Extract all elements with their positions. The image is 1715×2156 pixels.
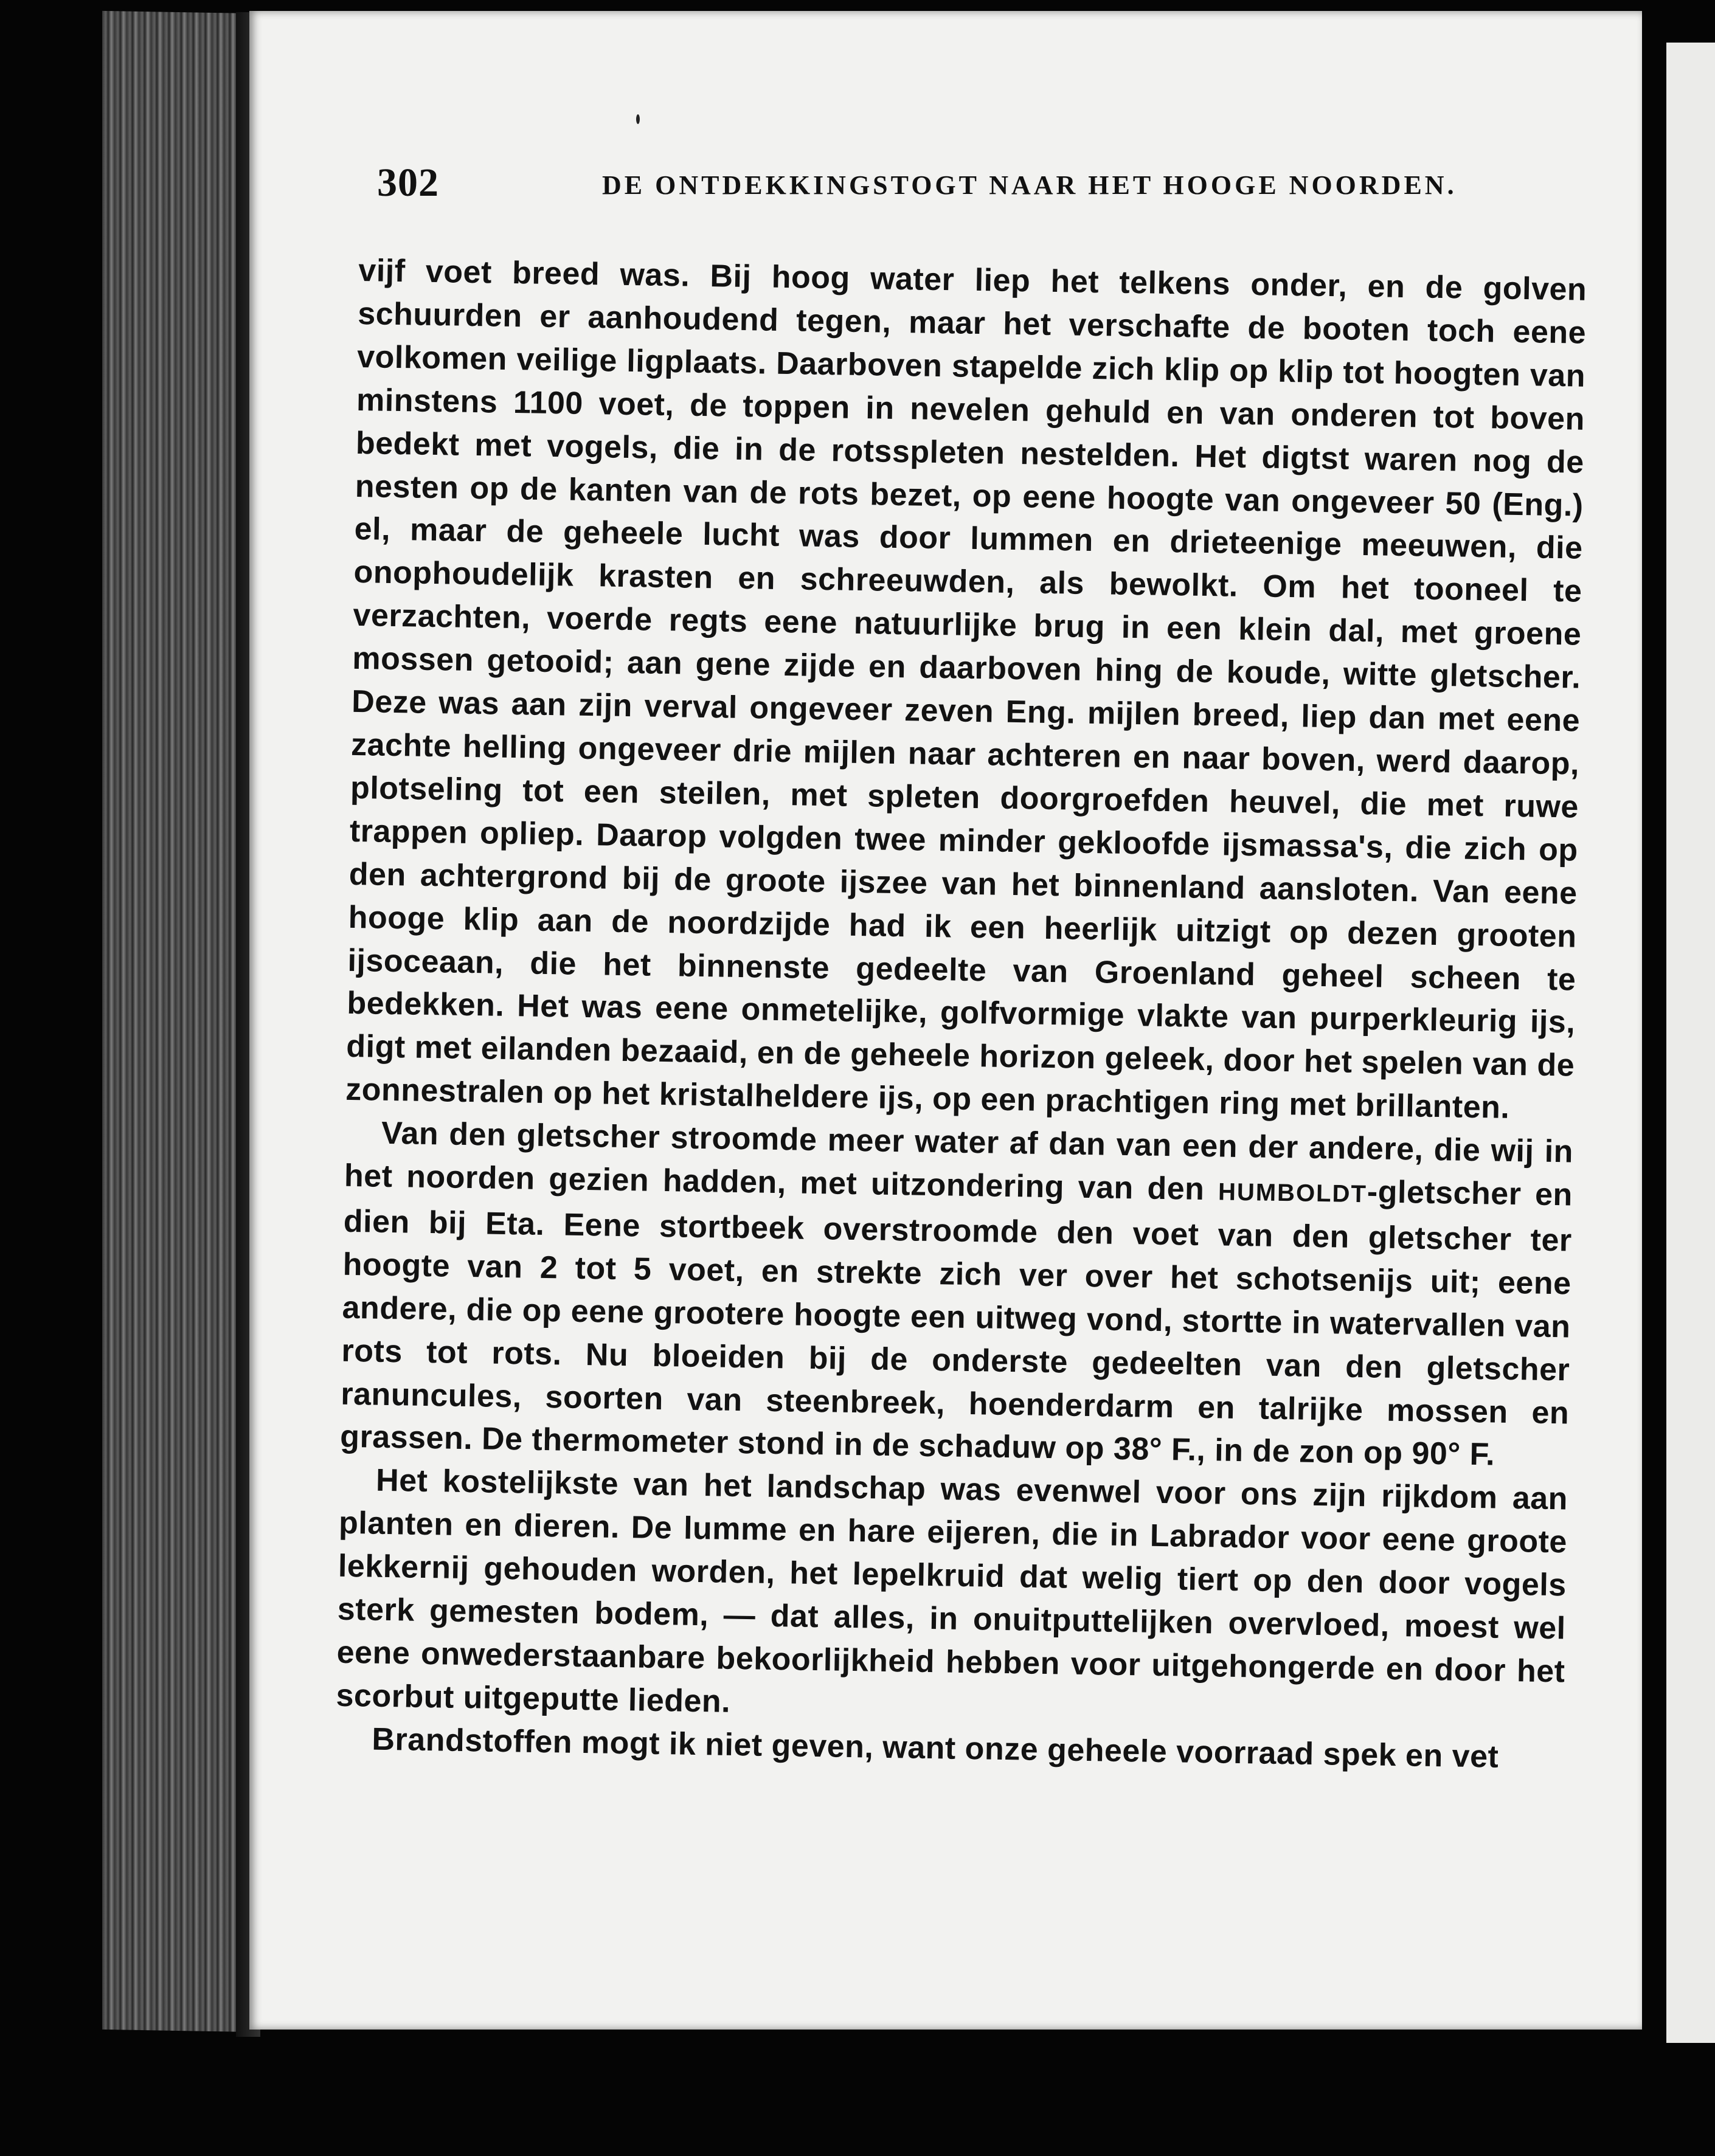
running-head	[377, 160, 1630, 215]
smallcaps-name: HUMBOLDT	[1218, 1178, 1368, 1208]
ink-speck	[636, 114, 640, 124]
paragraph-text: Brandstoffen mogt ik niet geven, want onze geheele voorraad spek en vet	[372, 1721, 1499, 1775]
paragraph	[345, 249, 1587, 1131]
body-text	[335, 249, 1587, 1780]
paragraph-text: Van den gletscher stroomde meer water af dan van een der andere, die wij in het noorden gezien hadden, met uitzondering van den	[344, 1115, 1574, 1208]
paragraph	[336, 1459, 1568, 1736]
paragraph	[340, 1111, 1574, 1478]
book-page-edge	[102, 11, 254, 2032]
page-number: 302	[377, 161, 439, 205]
running-head-title: DE ONTDEKKINGSTOGT NAAR HET HOOGE NOORDEN.	[602, 170, 1457, 200]
book-page	[249, 11, 1642, 2030]
paragraph-text: -gletscher en dien bij Eta. Eene stortbeek overstroomde den voet van den gletscher ter hoogte van 2 tot 5 voet, en strekte zich ver over het schotsenijs uit; eene andere, die op eene grootere hoogte een uitweg vond, stortte in watervallen van rots tot rots. Nu bloeiden bij de onderste gedeelten van den gletscher ranuncules, soorten van steenbreek, hoenderdarm en talrijke mossen en grassen. De thermometer stond in de schaduw op 38° F., in de zon op 90° F.	[339, 1174, 1573, 1473]
adjacent-page-edge	[1666, 43, 1715, 2043]
paragraph-text: vijf voet breed was. Bij hoog water liep het telkens onder, en de golven schuurden er aanhoudend tegen, maar het verschafte de booten toch eene volkomen veilige ligplaats. Daarboven stapelde zich klip op klip tot hoogten van minstens 1100 voet, de toppen in nevelen gehuld en van onderen tot boven bedekt met vogels, die in de rotsspleten nestelden. Het digtst waren nog de nesten op de kanten van de rots bezet, op eene hoogte van ongeveer 50 (Eng.) el, maar de geheele lucht was door lummen en drieteenige meeuwen, die onophoudelijk krasten en schreeuwden, als bewolkt. Om het tooneel te verzachten, voerde regts eene natuurlijke brug in een klein dal, met groene mossen getooid; aan gene zijde en daarboven hing de koude, witte gletscher. Deze was aan zijn verval ongeveer zeven Eng. mijlen breed, liep dan met eene zachte helling ongeveer drie mijlen naar achteren en naar boven, werd daarop, plotseling tot een steilen, met spleten doorgroefden heuvel, die met ruwe trappen opliep. Daarop volgden twee minder gekloofde ijsmassa's, die zich op den achtergrond bij de groote ijszee van het binnenland aansloten. Van eene hooge klip aan de noordzijde had ik een heerlijk uitzigt op dezen grooten ijsoceaan, die het binnenste gedeelte van Groenland geheel scheen te bedekken. Het was eene onmetelijke, golfvormige vlakte van purperkleurig ijs, digt met eilanden bezaaid, en de geheele horizon geleek, door het spelen van de zonnestralen op het kristalheldere ijs, op een prachtigen ring met brillanten.	[345, 252, 1587, 1126]
paragraph-text: Het kostelijkste van het landschap was evenwel voor ons zijn rijkdom aan planten en dieren. De lumme en hare eijeren, die in Labrador voor eene groote lekkernij gehouden worden, het lepelkruid dat welig tiert op den door vogels sterk gemesten bodem, — dat alles, in onuitputtelijken overvloed, moest wel eene onwederstaanbare bekoorlijkheid hebben voor uitgehongerde en door het scorbut uitgeputte lieden.	[336, 1463, 1568, 1719]
